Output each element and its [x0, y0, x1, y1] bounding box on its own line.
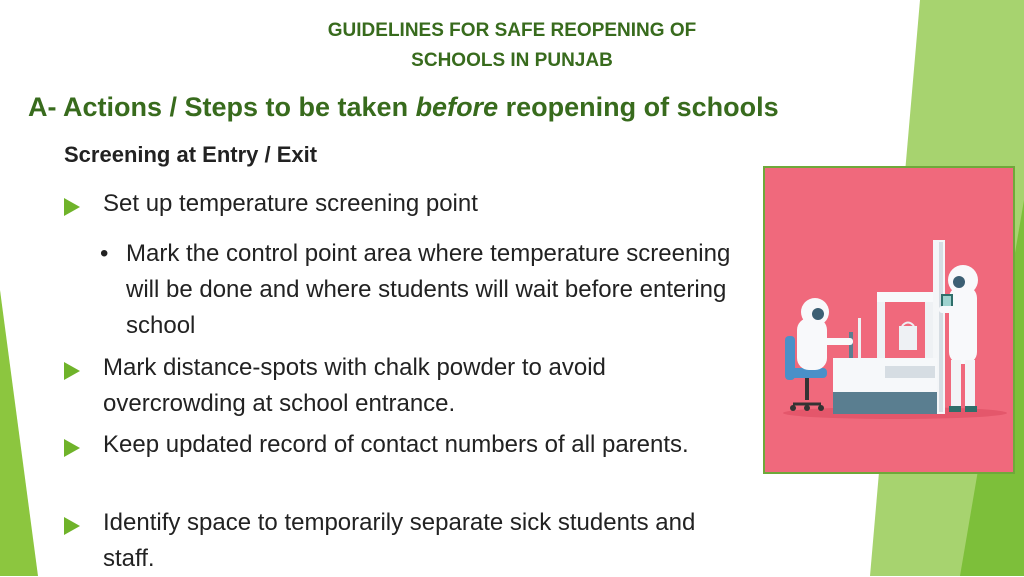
bullet-item-4 [64, 505, 744, 577]
dot-bullet-icon: • [100, 240, 109, 267]
slide-title-line1: GUIDELINES FOR SAFE REOPENING OF [327, 20, 697, 41]
slide-title [0, 16, 1024, 76]
arrow-right-bullet-icon [64, 198, 80, 216]
arrow-right-bullet-icon [64, 439, 80, 457]
bullet-text: Identify space to temporarily separate sick students and staff. [103, 509, 696, 572]
sub-bullet-text: Mark the control point area where temperature screening will be done and where students will wait before entering school [126, 240, 731, 339]
screening-illustration [763, 166, 1015, 474]
heading-emphasis: before [415, 92, 499, 122]
subheading: Screening at Entry / Exit [64, 142, 318, 167]
heading-prefix: A- Actions / Steps to be taken [28, 92, 416, 122]
bullet-text: Mark distance-spots with chalk powder to avoid overcrowding at school entrance. [103, 354, 606, 417]
bullet-item-2 [64, 350, 744, 422]
section-heading [28, 92, 779, 123]
bullet-item-3 [64, 427, 744, 463]
left-decor-strip [0, 290, 38, 576]
slide-title-line2: SCHOOLS IN PUNJAB [411, 50, 613, 71]
arrow-right-bullet-icon [64, 517, 80, 535]
bullet-item-1 [64, 186, 744, 222]
sub-bullet-item-1 [100, 236, 760, 344]
arrow-right-bullet-icon [64, 362, 80, 380]
bullet-text: Keep updated record of contact numbers of all parents. [103, 431, 689, 458]
heading-suffix: reopening of schools [498, 92, 779, 122]
screening-scene-icon [765, 168, 1013, 472]
bullet-text: Set up temperature screening point [103, 190, 478, 217]
